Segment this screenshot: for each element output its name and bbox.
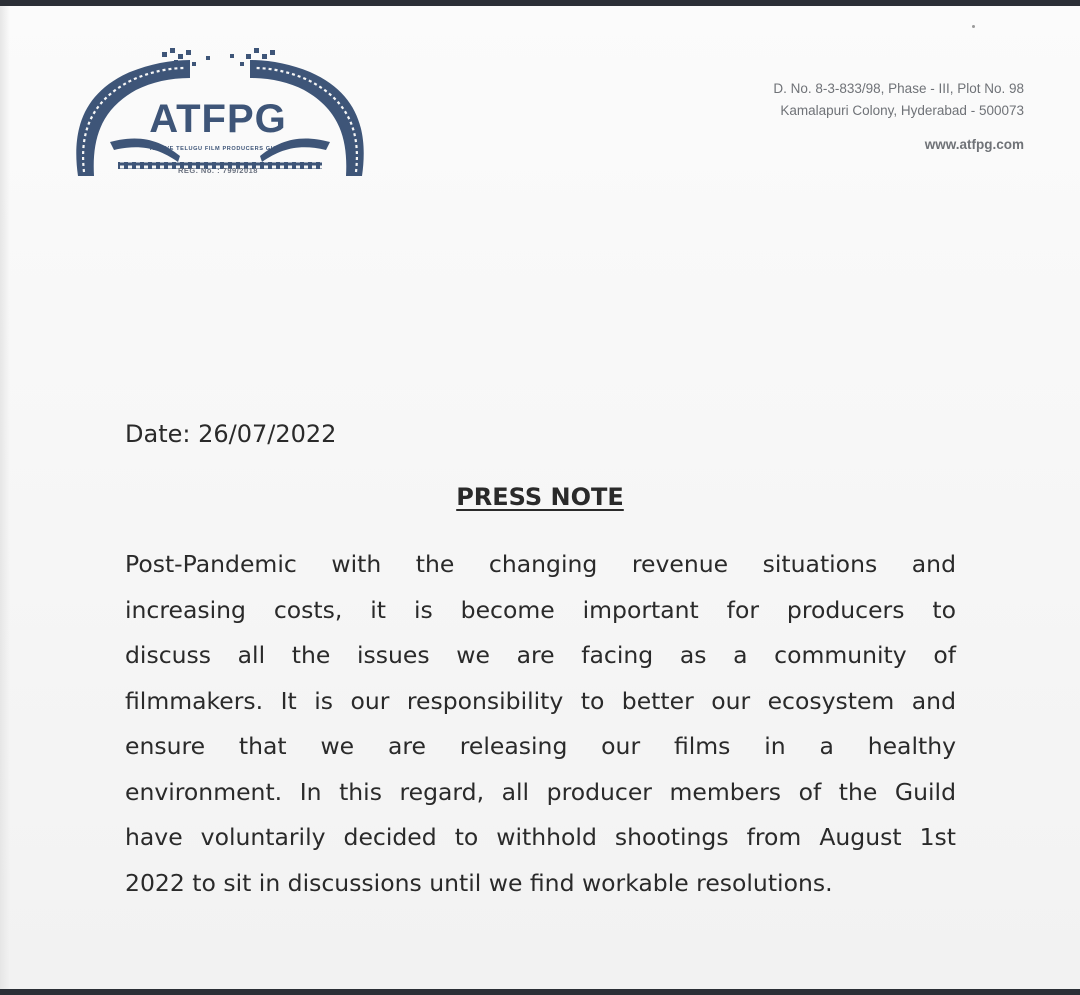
press-note-page <box>0 6 1080 989</box>
website-link[interactable]: www.atfpg.com <box>924 137 1024 152</box>
registration-number: REG. No. : 799/2018 <box>178 166 258 175</box>
body-line: 2022 to sit in discussions until we find workable resolutions. <box>125 868 833 897</box>
logo-wordmark: ATFPG <box>149 97 287 141</box>
logo-tagline: ACTIVE TELUGU FILM PRODUCERS GUILD <box>149 146 287 152</box>
document-heading <box>0 483 1080 511</box>
body-line: discuss all the issues we are facing as a community of <box>125 641 956 669</box>
document-date: Date: 26/07/2022 <box>125 420 337 448</box>
press-note-body <box>125 542 956 906</box>
heading-text: PRESS NOTE <box>456 483 624 511</box>
atfpg-logo <box>70 44 370 184</box>
body-line: have voluntarily decided to withhold shootings from August 1st <box>125 823 956 851</box>
address-block <box>773 78 1024 122</box>
body-line: ensure that we are releasing our films in a healthy <box>125 732 956 760</box>
body-line: filmmakers. It is our responsibility to better our ecosystem and <box>125 686 956 715</box>
body-line: Post-Pandemic with the changing revenue situations and <box>125 550 956 578</box>
body-line: environment. In this regard, all producer members of the Guild <box>125 777 956 806</box>
paper-speck <box>972 25 975 28</box>
address-line-2: Kamalapuri Colony, Hyderabad - 500073 <box>780 103 1024 118</box>
address-line-1: D. No. 8-3-833/98, Phase - III, Plot No. 98 <box>773 81 1024 96</box>
body-line: increasing costs, it is become important for producers to <box>125 595 956 624</box>
